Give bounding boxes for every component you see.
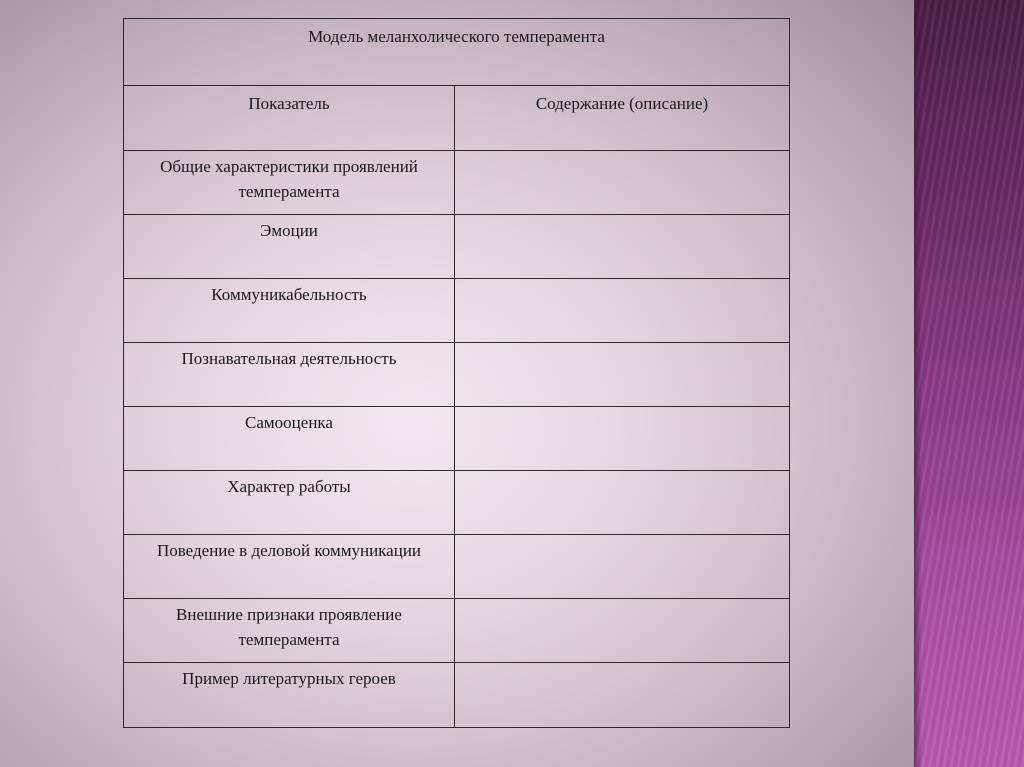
row-indicator: Общие характеристики проявлений темперамента (124, 151, 455, 215)
table-header-row (124, 86, 790, 151)
side-panel-shadow (914, 0, 922, 767)
table-row (124, 215, 790, 279)
row-indicator: Внешние признаки проявление темперамента (124, 599, 455, 663)
decorative-side-panel (914, 0, 1024, 767)
table-row (124, 343, 790, 407)
row-indicator: Характер работы (124, 471, 455, 535)
table-row (124, 663, 790, 728)
row-content (455, 151, 790, 215)
table-row (124, 471, 790, 535)
row-indicator: Пример литературных героев (124, 663, 455, 728)
row-content (455, 279, 790, 343)
table-row (124, 279, 790, 343)
row-content (455, 343, 790, 407)
table-title-row (124, 19, 790, 86)
row-indicator: Эмоции (124, 215, 455, 279)
row-indicator: Поведение в деловой коммуникации (124, 535, 455, 599)
table-title: Модель меланхолического темперамента (124, 19, 790, 86)
row-content (455, 663, 790, 728)
row-content (455, 599, 790, 663)
row-content (455, 471, 790, 535)
row-content (455, 535, 790, 599)
row-content (455, 407, 790, 471)
header-indicator: Показатель (124, 86, 455, 151)
row-indicator: Коммуникабельность (124, 279, 455, 343)
table-row (124, 407, 790, 471)
table-row (124, 599, 790, 663)
row-indicator: Познавательная деятельность (124, 343, 455, 407)
row-indicator: Самооценка (124, 407, 455, 471)
header-content: Содержание (описание) (455, 86, 790, 151)
table-row (124, 151, 790, 215)
temperament-table (123, 18, 790, 728)
row-content (455, 215, 790, 279)
table-row (124, 535, 790, 599)
